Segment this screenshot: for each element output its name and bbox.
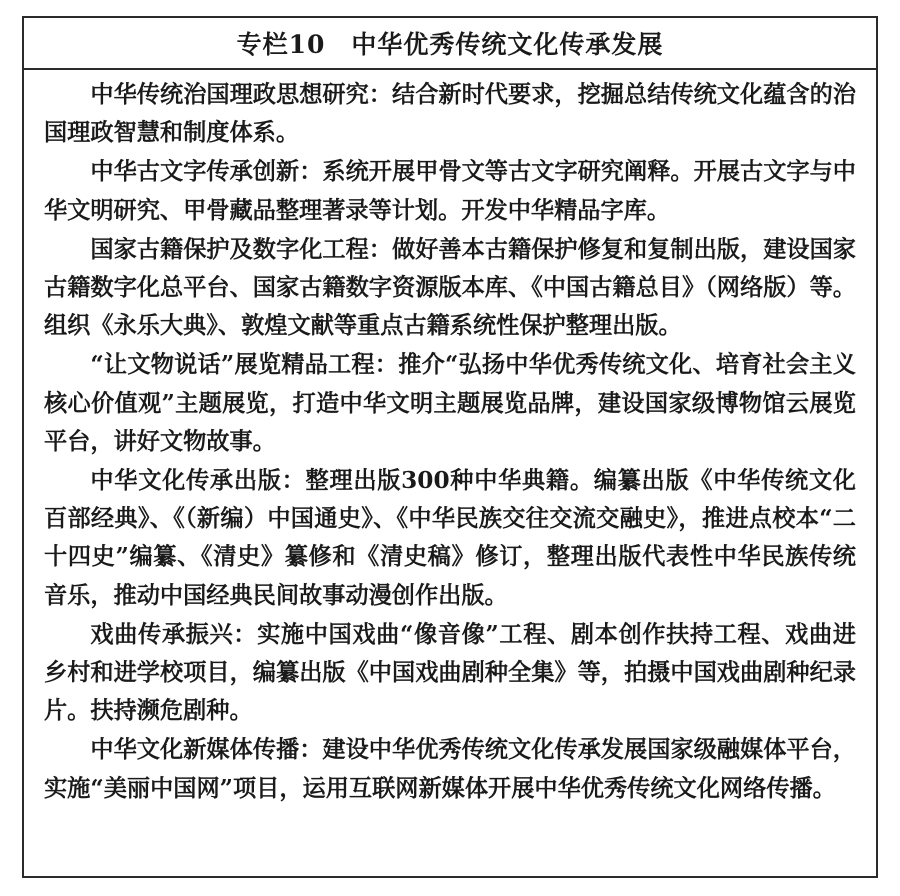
paragraph: 中华传统治国理政思想研究：结合新时代要求，挖掘总结传统文化蕴含的治国理政智慧和制度体系。: [44, 81, 856, 147]
page-title: 中华优秀传统文化传承发展: [351, 30, 664, 59]
paragraph: “让文物说话”展览精品工程：推介“弘扬中华优秀传统文化、培育社会主义核心价值观”主题展览，打造中华文明主题展览品牌，建设国家级博物馆云展览平台，讲好文物故事。: [44, 351, 856, 455]
feature-box: [22, 16, 878, 878]
paragraph: 中华文化新媒体传播：建设中华优秀传统文化传承发展国家级融媒体平台，实施“美丽中国网”项目，运用互联网新媒体开展中华优秀传统文化网络传播。: [44, 736, 856, 802]
box-title-bar: [24, 18, 876, 70]
paragraph: 中华文化传承出版：整理出版300种中华典籍。编纂出版《中华传统文化百部经典》、《（新编）中国通史》、《中华民族交往交流交融史》，推进点校本“二十四史”编纂、《清史》纂修和《清史稿》修订，整理出版代表性中华民族传统音乐，推动中国经典民间故事动漫创作出版。: [44, 467, 856, 609]
paragraph: 戏曲传承振兴：实施中国戏曲“像音像”工程、剧本创作扶持工程、戏曲进乡村和进学校项目，编纂出版《中国戏曲剧种全集》等，拍摄中国戏曲剧种纪录片。扶持濒危剧种。: [44, 620, 856, 725]
box-number-label: 专栏10: [236, 30, 326, 59]
paragraph: 中华古文字传承创新：系统开展甲骨文等古文字研究阐释。开展古文字与中华文明研究、甲骨藏品整理著录等计划。开发中华精品字库。: [44, 158, 856, 224]
box-content: [24, 70, 876, 808]
paragraph: 国家古籍保护及数字化工程：做好善本古籍保护修复和复制出版，建设国家古籍数字化总平台、国家古籍数字资源版本库、《中国古籍总目》（网络版）等。组织《永乐大典》、敦煌文献等重点古籍系统性保护整理出版。: [44, 235, 856, 340]
